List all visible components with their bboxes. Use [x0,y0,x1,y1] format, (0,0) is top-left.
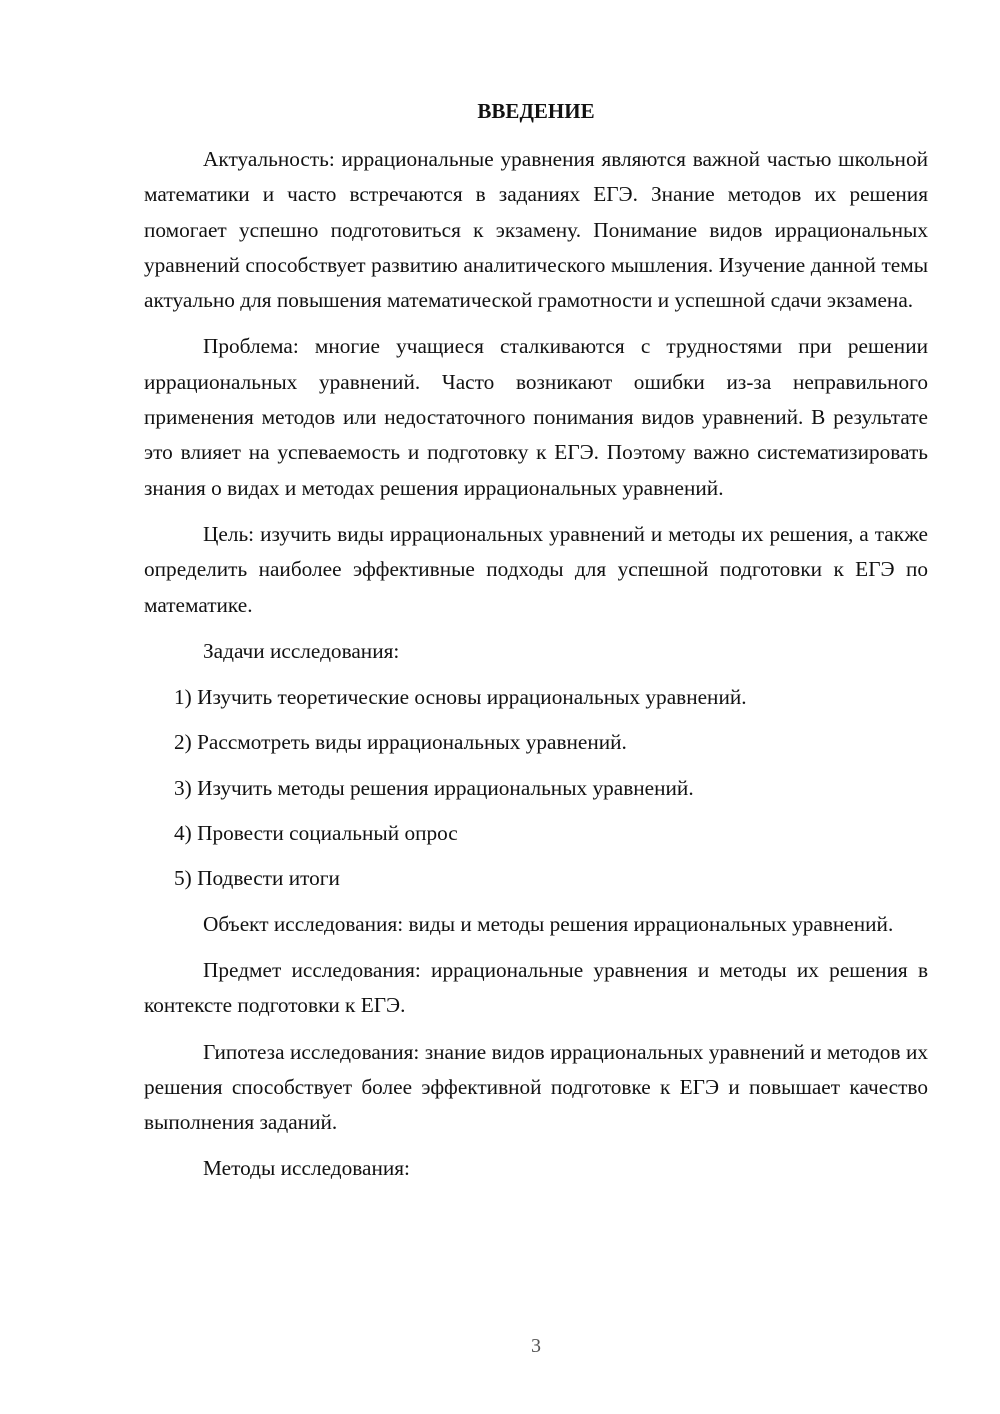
paragraph-subject: Предмет исследования: иррациональные уравнения и методы их решения в контексте подготовки к ЕГЭ. [144,957,928,1018]
paragraph-tasks-title: Задачи исследования: [203,638,400,663]
list-item: 4) Провести социальный опрос [174,821,458,846]
list-item: 5) Подвести итоги [174,866,340,891]
paragraph-hypothesis: Гипотеза исследования: знание видов иррациональных уравнений и методов их решения способствует более эффективной подготовке к ЕГЭ и повышает качество выполнения заданий. [144,1039,928,1135]
paragraph-relevance: Актуальность: иррациональные уравнения являются важной частью школьной математики и часто встречаются в заданиях ЕГЭ. Знание методов их решения помогает успешно подготовиться к экзамену. Понимание видов иррациональных уравнений способствует развитию аналитического мышления. Изучение данной темы актуально для повышения математической грамотности и успешной сдачи экзамена. [144,147,928,313]
list-item: 1) Изучить теоретические основы иррациональных уравнений. [174,685,747,710]
document-body [144,142,928,1198]
section-heading: ВВЕДЕНИЕ [477,99,595,123]
paragraph-problem: Проблема: многие учащиеся сталкиваются с трудностями при решении иррациональных уравнений. Часто возникают ошибки из-за неправильного применения методов или недостаточного понимания видов уравнений. В результате это влияет на успеваемость и подготовку к ЕГЭ. Поэтому важно систематизировать знания о видах и методах решения иррациональных уравнений. [144,334,928,500]
tasks-list [144,680,928,896]
list-item: 3) Изучить методы решения иррациональных уравнений. [174,775,694,800]
paragraph-goal: Цель: изучить виды иррациональных уравнений и методы их решения, а также определить наиболее эффективные подходы для успешной подготовки к ЕГЭ по математике. [144,521,928,617]
page-number: 3 [531,1335,541,1357]
paragraph-methods-title: Методы исследования: [203,1156,410,1181]
list-item: 2) Рассмотреть виды иррациональных уравнений. [174,730,627,755]
paragraph-object: Объект исследования: виды и методы решения иррациональных уравнений. [203,911,894,936]
